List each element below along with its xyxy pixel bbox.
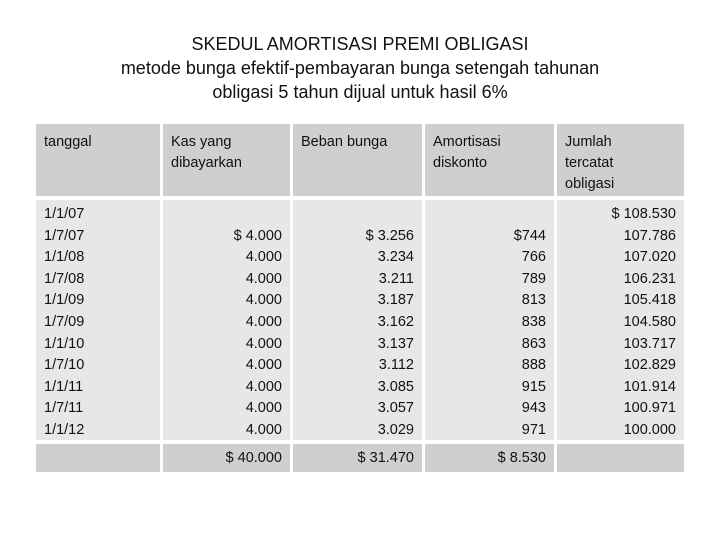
tanggal-value: 1/7/10 — [44, 357, 85, 374]
header-amort-line2: diskonto — [433, 155, 488, 171]
amortisasi-value: 915 — [521, 378, 546, 395]
kas-value: 4.000 — [245, 335, 282, 352]
beban-value: 3.211 — [378, 270, 414, 287]
beban-value: $ 3.256 — [365, 227, 414, 244]
beban-value — [301, 204, 414, 226]
amortisasi-value: 813 — [521, 292, 546, 309]
jumlah-value: $ 108.530 — [611, 206, 676, 222]
amortisasi-value: 789 — [521, 270, 546, 287]
header-tanggal — [36, 124, 160, 196]
jumlah-value: 104.580 — [623, 313, 676, 330]
tanggal-value: 1/1/11 — [44, 378, 84, 395]
tanggal-value: 1/1/12 — [44, 421, 85, 438]
header-amort-line1: Amortisasi — [433, 134, 501, 150]
col-tanggal — [36, 200, 160, 440]
kas-value: $ 4.000 — [233, 227, 282, 244]
amortisasi-value — [433, 204, 546, 226]
kas-value — [171, 204, 282, 226]
kas-value: 4.000 — [245, 378, 282, 395]
header-jumlah-line2: tercatat — [565, 155, 614, 171]
header-tanggal-text: tanggal — [44, 134, 92, 150]
col-beban — [290, 200, 422, 440]
amortisasi-value: 766 — [521, 249, 546, 266]
beban-value: 3.187 — [377, 292, 414, 309]
jumlah-value: 107.786 — [623, 227, 676, 244]
jumlah-value: 106.231 — [623, 270, 676, 287]
kas-value: 4.000 — [245, 313, 282, 330]
header-beban-text: Beban bunga — [301, 134, 388, 150]
tanggal-value: 1/1/10 — [44, 335, 85, 352]
header-beban — [290, 124, 422, 196]
header-jumlah-line1: Jumlah — [565, 134, 612, 150]
tanggal-value: 1/7/07 — [44, 227, 85, 244]
beban-value: 3.234 — [377, 249, 414, 266]
jumlah-value: 103.717 — [623, 335, 676, 352]
kas-value: 4.000 — [245, 270, 282, 287]
tanggal-value: 1/1/08 — [44, 249, 85, 266]
beban-value: 3.085 — [377, 378, 414, 395]
beban-value: 3.029 — [377, 421, 414, 438]
amortisasi-value: $744 — [513, 227, 546, 244]
header-kas — [160, 124, 290, 196]
beban-value: 3.057 — [377, 400, 414, 417]
jumlah-value: 102.829 — [623, 357, 676, 374]
tanggal-value: 1/7/11 — [44, 400, 84, 417]
kas-value: 4.000 — [245, 292, 282, 309]
header-kas-line2: dibayarkan — [171, 155, 242, 171]
header-jumlah-line3: obligasi — [565, 176, 615, 192]
col-jumlah — [554, 200, 684, 440]
kas-value: 4.000 — [245, 400, 282, 417]
page-title — [0, 32, 720, 104]
jumlah-value: 101.914 — [623, 378, 676, 395]
header-kas-line1: Kas yang — [171, 134, 232, 150]
tanggal-value: 1/1/09 — [44, 292, 85, 309]
total-kas: $ 40.000 — [160, 444, 290, 472]
amortisasi-value: 838 — [521, 313, 546, 330]
amortisasi-value: 971 — [521, 421, 546, 438]
beban-value: 3.137 — [377, 335, 414, 352]
col-kas — [160, 200, 290, 440]
jumlah-value: 100.000 — [623, 421, 676, 438]
title-line-3: obligasi 5 tahun dijual untuk hasil 6% — [212, 82, 508, 102]
total-jumlah — [554, 444, 684, 472]
amortization-table — [36, 124, 684, 472]
jumlah-value: 105.418 — [623, 292, 676, 309]
tanggal-value: 1/1/07 — [44, 206, 85, 222]
jumlah-value: 100.971 — [623, 400, 676, 417]
kas-value: 4.000 — [245, 357, 282, 374]
header-amortisasi — [422, 124, 554, 196]
col-amortisasi — [422, 200, 554, 440]
amortisasi-value: 863 — [521, 335, 546, 352]
total-amortisasi: $ 8.530 — [422, 444, 554, 472]
amortisasi-value: 888 — [521, 357, 546, 374]
title-line-2: metode bunga efektif-pembayaran bunga setengah tahunan — [120, 58, 600, 78]
header-jumlah — [554, 124, 684, 196]
total-beban: $ 31.470 — [290, 444, 422, 472]
kas-value: 4.000 — [245, 249, 282, 266]
amortisasi-value: 943 — [521, 400, 546, 417]
tanggal-value: 1/7/08 — [44, 270, 85, 287]
jumlah-value: 107.020 — [623, 249, 676, 266]
tanggal-value: 1/7/09 — [44, 313, 85, 330]
total-tanggal — [36, 444, 160, 472]
title-line-1: SKEDUL AMORTISASI PREMI OBLIGASI — [191, 34, 529, 54]
beban-value: 3.112 — [378, 357, 414, 374]
kas-value: 4.000 — [245, 421, 282, 438]
beban-value: 3.162 — [377, 313, 414, 330]
